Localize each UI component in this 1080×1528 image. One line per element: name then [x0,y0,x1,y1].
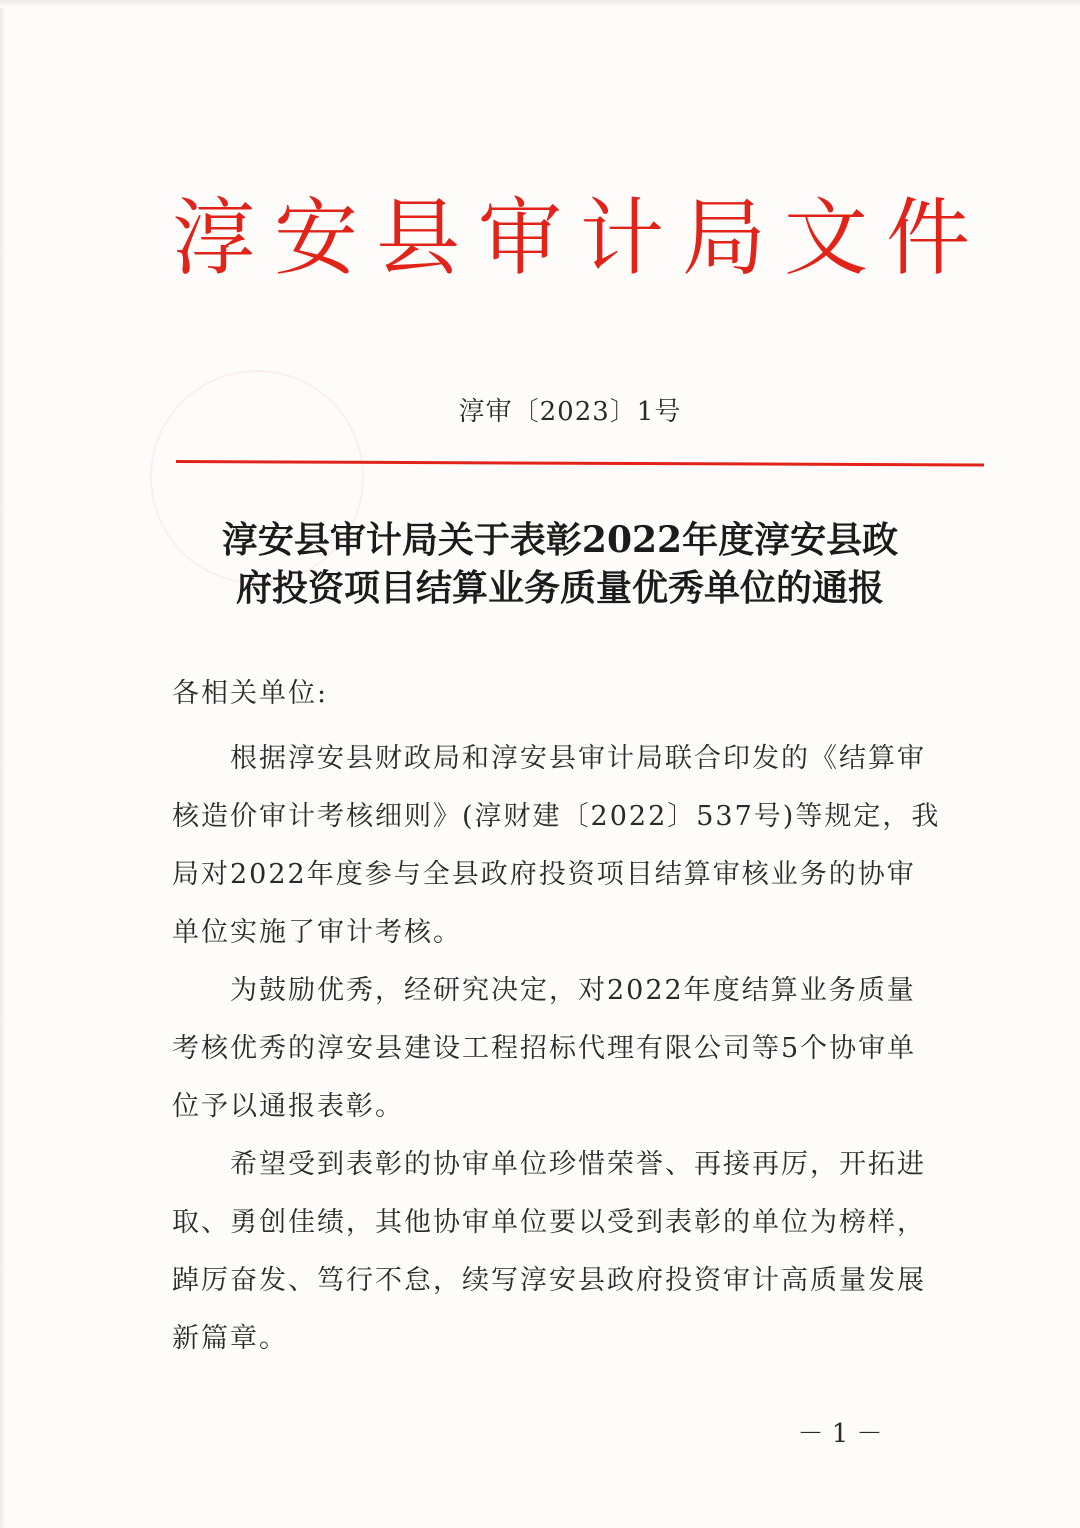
scan-edge-left [0,0,6,1528]
paragraph-line: 单位实施了审计考核。 [172,917,462,948]
paragraph-2 [172,962,942,1136]
paragraph-line: 希望受到表彰的协审单位珍惜荣誉、再接再厉，开拓进 [230,1149,926,1180]
paragraph-line: 核造价审计考核细则》(淳财建〔2022〕537号)等规定，我 [172,801,941,832]
notice-title-line-1: 淳安县审计局关于表彰2022年度淳安县政 [221,519,899,561]
paragraph-line: 新篇章。 [172,1323,288,1354]
paragraph-line: 局对2022年度参与全县政府投资项目结算审核业务的协审 [172,859,916,890]
paragraph-line: 考核优秀的淳安县建设工程招标代理有限公司等5个协审单 [172,1033,917,1064]
notice-body [172,730,942,1368]
salutation: 各相关单位: [172,678,329,709]
paragraph-line: 踔厉奋发、笃行不怠，续写淳安县政府投资审计高质量发展 [172,1265,926,1296]
scan-edge-top [0,0,1080,8]
paragraph-line: 位予以通报表彰。 [172,1091,404,1122]
document-number: 淳审〔2023〕1号 [458,397,682,427]
paragraph-line: 根据淳安县财政局和淳安县审计局联合印发的《结算审 [230,743,926,774]
agency-header-title: 淳安县审计局文件 [171,189,988,287]
paragraph-3 [172,1136,942,1368]
paragraph-1 [172,730,942,962]
page-number: － 1 － [797,1419,883,1449]
paragraph-line: 取、勇创佳绩，其他协审单位要以受到表彰的单位为榜样， [172,1207,926,1238]
notice-title [160,516,960,612]
paragraph-line: 为鼓励优秀，经研究决定，对2022年度结算业务质量 [230,975,916,1006]
notice-title-line-2: 府投资项目结算业务质量优秀单位的通报 [235,567,884,609]
